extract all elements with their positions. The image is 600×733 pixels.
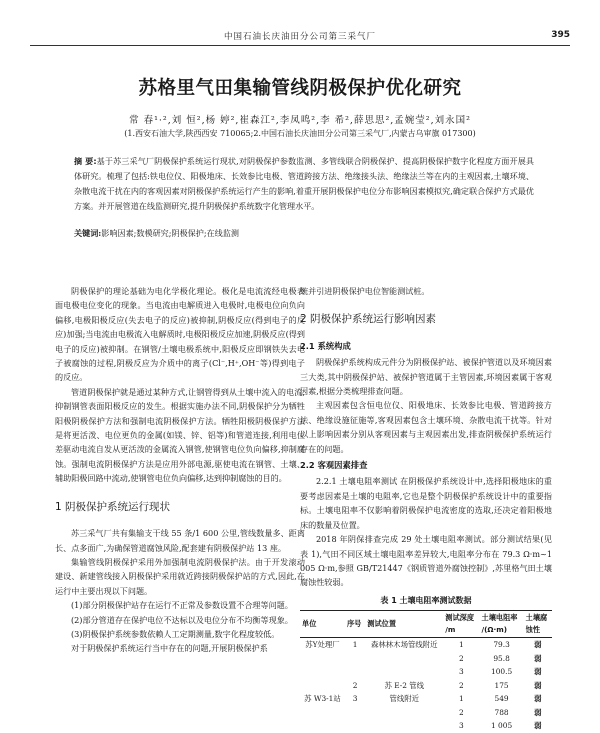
right-column: [300, 284, 552, 733]
table-cell: 苏Y处理厂: [305, 640, 340, 650]
table-cell: 弱: [534, 640, 542, 650]
paragraph: 苏三采气厂共有集输支干线 55 条/1 600 公里,管线数量多、距离长、点多面广,为确保管道腐蚀风险,配套建有阴极保护站 13 座。: [55, 528, 305, 553]
table-cell: 1: [459, 640, 464, 650]
table-cell: 788: [494, 707, 509, 717]
table-row: [300, 652, 552, 666]
table-row: [300, 665, 552, 679]
table-cell: 2: [459, 707, 464, 717]
table-header: 土壤电阻率 /(Ω·m): [480, 611, 524, 638]
table-cell: [300, 719, 345, 733]
paragraph: 2018 年阴保排查完成 29 处土壤电阻率测试。部分测试结果(见表 1),气田不同区域土壤电阻率差异较大,电阻率分布在 79.3 Ω·m~1 005 Ω·m,参照 GB/T21447《钢质管道外腐蚀控制》,苏里格气田土壤腐蚀性较弱。: [300, 534, 552, 588]
abstract-text: 基于苏三采气厂阴极保护系统运行现状,对阴极保护参数监测、多管线联合阴极保护、提高阴极保护数字化程度方面开展具体研究。梳理了包括:铁电位仪、阳极地床、长效参比电极、管道跨接方法、绝缘接头法、绝缘法兰等在内的主观因素,土壤环境、杂散电流干扰在内的客观因素对阴极保护系统运行产生的影响,着重开展阴极保护电位分布影响因素模拟究,确定联合保护方式最优方案。并开展管道在线监测研究,提升阴极保护系统数字化管理水平。: [74, 156, 535, 211]
paragraph: 主观因素包含恒电位仪、阳极地床、长效参比电极、管道跨接方法、绝缘设施征施等,客观因素包含土壤环境、杂散电流干扰等。针对以上影响因素分别从客观因素与主观因素出发,排查阴极保护系统运行存在的问题。: [300, 400, 552, 454]
table-cell: [345, 706, 365, 720]
affiliations: (1.西安石油大学,陕西西安 710065;2.中国石油长庆油田分公司第三采气厂,内蒙古乌审旗 017300): [124, 129, 476, 138]
table-row: [300, 679, 552, 693]
table-cell: 1: [352, 640, 358, 650]
table-cell: 弱: [534, 694, 542, 704]
table-row: [300, 638, 552, 652]
paragraph: 集输管线阴极保护采用外加强制电流阴极保护法。由于开发滚动建设、新建管线接入阴极保护采用就近跨接阴极保护站的方式,因此,在运行中主要出现以下问题。: [55, 556, 305, 596]
table-cell: 2: [352, 680, 358, 690]
list-item: (2)部分管道存在保护电位不达标以及电位分布不均衡等现象。: [71, 614, 293, 625]
header-rule: [30, 45, 570, 46]
subsection-heading: 2.1 系统构成: [300, 340, 351, 351]
table-header: 土壤腐 蚀性: [524, 611, 552, 638]
table-cell: [365, 665, 443, 679]
paragraph: 统并引进阴极保护电位智能测试桩。: [300, 286, 430, 296]
table-cell: [300, 706, 345, 720]
table-cell: 2: [459, 653, 464, 663]
table-cell: [345, 652, 365, 666]
table-cell: 100.5: [491, 667, 513, 677]
table-cell: [300, 665, 345, 679]
abstract-label: 摘 要:: [74, 156, 97, 166]
table-cell: [345, 665, 365, 679]
author-list: 常 春¹·²,刘 恒²,杨 婷²,崔森江²,李凤鸣²,李 希²,薛思思²,孟婉莹²,刘永国²: [129, 115, 471, 126]
table-cell: 175: [494, 680, 509, 690]
table-cell: [300, 679, 345, 693]
left-column: [55, 284, 305, 656]
table-header: 测试深度 /m: [443, 611, 479, 638]
list-item: (3)阴极保护系统参数依赖人工定期测量,数字化程度较低。: [71, 628, 280, 639]
table-cell: 弱: [534, 667, 542, 677]
subsection-heading: 2.2 客观因素排查: [300, 460, 368, 471]
table-cell: 弱: [534, 707, 542, 717]
table-cell: [365, 652, 443, 666]
table-cell: 3: [459, 721, 464, 731]
soil-resistivity-table: [300, 610, 552, 733]
table-cell: 苏 E-2 管线: [384, 680, 425, 690]
table-cell: [365, 706, 443, 720]
table-caption: 表 1 土壤电阻率测试数据: [380, 595, 472, 605]
table-cell: 弱: [534, 680, 542, 690]
section-heading: 1 阴极保护系统运行现状: [55, 500, 171, 513]
table-row: [300, 706, 552, 720]
table-header: 序号: [345, 611, 365, 638]
paragraph: 2.2.1 土壤电阻率测试 在阴极保护系统设计中,选择阳极地床的重要考虑因素是土壤的电阻率,它也是整个阴极保护系统设计中的重要指标。土壤电阻率不仅影响着阴极保护电流密度的选取,还决定着阳极地床的数量及位置。: [300, 476, 552, 530]
table-row: [300, 692, 552, 706]
table-cell: 79.3: [493, 640, 510, 650]
table-cell: 3: [352, 694, 358, 704]
table-cell: 2: [459, 680, 464, 690]
keywords-label: 关键词:: [74, 228, 102, 238]
journal-name: 中国石油长庆油田分公司第三采气厂: [223, 32, 376, 42]
table-cell: [365, 719, 443, 733]
table-row: [300, 719, 552, 733]
abstract: [74, 154, 534, 214]
paragraph: 管道阴极保护就是通过某种方式,让钢管得到从土壤中流入的电流,抑制钢管表面阳极反应的发生。根据实施办法不同,阴极保护分为牺牲阳极阴极保护方法和强制电流阴极保护方法。牺牲阳极阴极保护方法是将更活泼、电位更负的金属(如镁、锌、铝等)和管道连接,利用电位差驱动电流自发从更活泼的金属流入钢管,使钢管电位负向偏移,抑制腐蚀。强制电流阴极保护方法是应用外部电源,驱使电流在钢管、土壤、辅助阳极回路中流动,使钢管电位负向偏移,达到抑制腐蚀的目的。: [55, 386, 305, 484]
paragraph: 对于阴极保护系统运行当中存在的问题,开展阴极保护系: [71, 643, 268, 654]
table-cell: 弱: [534, 721, 542, 731]
paper-title: 苏格里气田集输管线阴极保护优化研究: [138, 78, 462, 99]
table-header: 测试位置: [365, 611, 443, 638]
paragraph: 阴极保护的理论基础为电化学极化理论。极化是电流流经电极表面电极电位变化的现象。当电流由电解质进入电极时,电极电位向负向偏移,电极阳极反应(失去电子的反应)被抑制,阴极反应(得到电子的反应)加强;当电流由电极流入电解质时,电极阳极反应加速,阴极反应(得到电子的反应)被抑制。在钢管/土壤电极系统中,阳极反应即钢铁失去电子被腐蚀的过程,阴极反应为介质中的离子(Cl⁻,H⁺,OH⁻等)得到电子的反应。: [55, 286, 305, 383]
running-header: [30, 30, 570, 46]
table-cell: 管线附近: [389, 694, 420, 704]
keywords-text: 影响因素;数模研究;阴极保护;在线监测: [101, 228, 239, 238]
table-cell: [345, 719, 365, 733]
section-heading: 2 阴极保护系统运行影响因素: [300, 313, 437, 326]
keywords: [74, 228, 534, 239]
paragraph: 阴极保护系统构成元件分为阴极保护站、被保护管道以及环境因素三大类,其中阴极保护站、被保护管道属于主管因素,环境因素属于客观因素,根据分类梳理排查问题。: [300, 357, 552, 397]
list-item: (1)部分阴极保护站存在运行不正常及参数设置不合理等问题。: [71, 600, 293, 611]
table-cell: 苏 W3-1站: [304, 694, 341, 704]
table-cell: 森林林木场管线附近: [371, 640, 438, 650]
table-header: 单位: [300, 611, 345, 638]
table-cell: 3: [459, 667, 464, 677]
page-number: 395: [551, 30, 570, 40]
table-cell: 1 005: [491, 721, 513, 731]
table-cell: 1: [459, 694, 464, 704]
table-cell: 弱: [534, 653, 542, 663]
table-cell: 549: [494, 694, 509, 704]
table-cell: [300, 652, 345, 666]
table-cell: 95.8: [493, 653, 510, 663]
